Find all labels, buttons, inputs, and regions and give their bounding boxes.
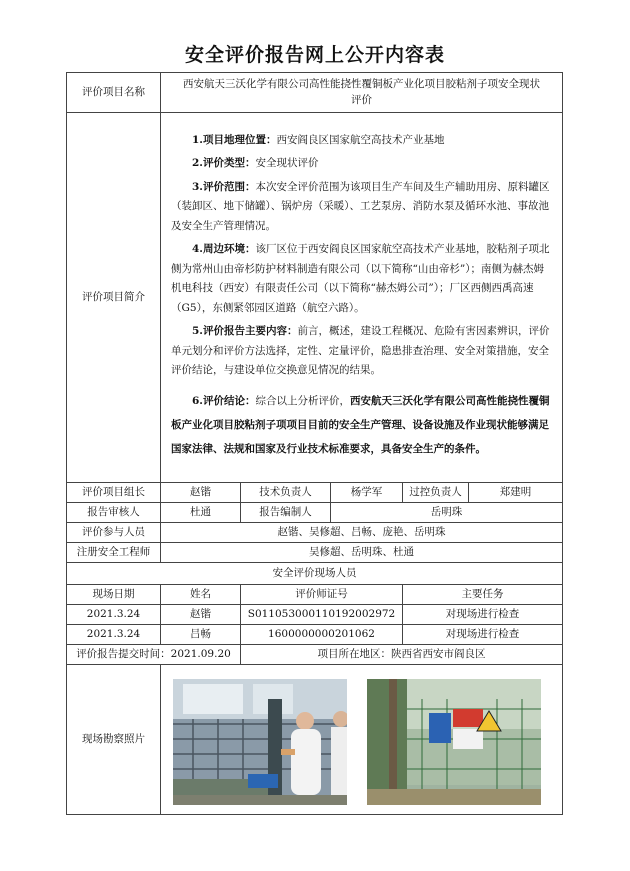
intro-row — [67, 113, 563, 483]
onsite-row — [67, 625, 563, 645]
intro-label: 评价项目简介 — [67, 113, 161, 483]
intro-surroundings: 4.周边环境：该厂区位于西安阎良区国家航空高技术产业基地，胶粘剂子项北侧为常州山由帝杉防护材料制造有限公司（以下简称“山由帝杉”）；南侧为赫杰姆机电科技（西安）有限责任公司（以下简称“赫杰姆公司”）；厂区西侧西禹高速（G5），东侧紧邻园区道路（航空六路）。 — [171, 243, 550, 314]
submit-row — [67, 645, 563, 665]
photos-cell — [161, 665, 563, 815]
tech-label: 技术负责人 — [241, 483, 331, 503]
onsite-date: 2021.3.24 — [67, 605, 161, 625]
leader-label: 评价项目组长 — [67, 483, 161, 503]
tech-name: 杨学军 — [331, 483, 403, 503]
project-name-row — [67, 73, 563, 113]
intro-content: 5.评价报告主要内容：前言，概述，建设工程概况、危险有害因素辨识，评价单元划分和评价方法选择，定性、定量评价，隐患排查治理、安全对策措施，安全评价结论，与建设单位交换意见情况的结果。 — [171, 325, 550, 376]
participants-row — [67, 523, 563, 543]
participants-names: 赵锴、吴修超、吕畅、庞艳、岳明珠 — [161, 523, 563, 543]
onsite-section-row — [67, 563, 563, 585]
engineers-names: 吴修超、岳明珠、杜通 — [161, 543, 563, 563]
project-name-label: 评价项目名称 — [67, 73, 161, 113]
photos-row — [67, 665, 563, 815]
intro-type: 2.评价类型：安全现状评价 — [192, 157, 319, 169]
project-name: 西安航天三沃化学有限公司高性能挠性覆铜板产业化项目胶粘剂子项安全现状评价 — [161, 73, 563, 113]
site-photo-fence-signs — [367, 679, 541, 805]
onsite-row — [67, 605, 563, 625]
process-name: 郑建明 — [469, 483, 563, 503]
intro-body — [161, 113, 563, 483]
staff-row-2 — [67, 503, 563, 523]
leader-name: 赵锴 — [161, 483, 241, 503]
header-name: 姓名 — [161, 585, 241, 605]
intro-conclusion: 6.评价结论：综合以上分析评价，西安航天三沃化学有限公司高性能挠性覆铜板产业化项目胶粘剂子项项目目前的安全生产管理、设备设施及作业现状能够满足国家法律、法规和国家及行业技术标准要求，具备安全生产的条件。 — [171, 394, 550, 455]
photos-label: 现场勘察照片 — [67, 665, 161, 815]
engineers-row — [67, 543, 563, 563]
submit-date: 评价报告提交时间：2021.09.20 — [67, 645, 241, 665]
engineers-label: 注册安全工程师 — [67, 543, 161, 563]
onsite-name: 吕畅 — [161, 625, 241, 645]
onsite-name: 赵锴 — [161, 605, 241, 625]
staff-row-1 — [67, 483, 563, 503]
process-label: 过控负责人 — [403, 483, 469, 503]
onsite-task: 对现场进行检查 — [403, 605, 563, 625]
participants-label: 评价参与人员 — [67, 523, 161, 543]
site-photo-inspection — [173, 679, 347, 805]
onsite-task: 对现场进行检查 — [403, 625, 563, 645]
onsite-section-title: 安全评价现场人员 — [67, 563, 563, 585]
reviewer-name: 杜通 — [161, 503, 241, 523]
header-cert: 评价师证号 — [241, 585, 403, 605]
intro-location: 1.项目地理位置：西安阎良区国家航空高技术产业基地 — [192, 133, 445, 146]
author-name: 岳明珠 — [331, 503, 563, 523]
intro-scope: 3.评价范围：本次安全评价范围为该项目生产车间及生产辅助用房、原料罐区（装卸区、地下储罐）、锅炉房（采暖）、工艺泵房、消防水泵及循环水池、事故池及安全生产管理情况。 — [171, 180, 550, 232]
header-date: 现场日期 — [67, 585, 161, 605]
header-task: 主要任务 — [403, 585, 563, 605]
onsite-cert: 1600000000201062 — [241, 625, 403, 645]
project-region: 项目所在地区：陕西省西安市阎良区 — [241, 645, 563, 665]
page-title: 安全评价报告网上公开内容表 — [184, 44, 445, 66]
onsite-cert: S011053000110192002972 — [241, 605, 403, 625]
report-table — [66, 72, 563, 815]
author-label: 报告编制人 — [241, 503, 331, 523]
onsite-date: 2021.3.24 — [67, 625, 161, 645]
reviewer-label: 报告审核人 — [67, 503, 161, 523]
onsite-header-row — [67, 585, 563, 605]
